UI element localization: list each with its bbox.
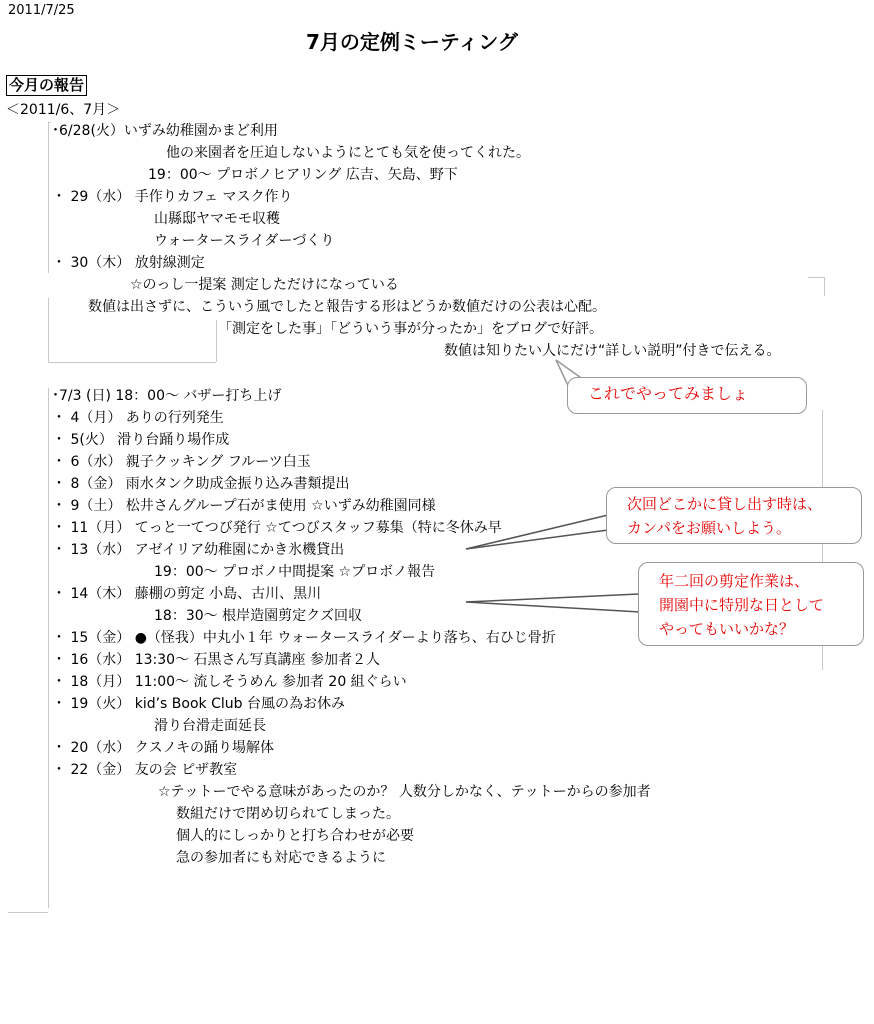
list-item: ・ 9（土） 松井さんグループ石がま使用 ☆いずみ幼稚園同様	[52, 498, 436, 514]
callout-text: カンパをお願いしよう。	[627, 519, 791, 537]
list-item: 数組だけで閉め切られてしまった。	[176, 806, 400, 822]
page-title: 7月の定例ミーティング	[306, 30, 518, 54]
list-item: ・ 14（木） 藤棚の剪定 小島、古川、黒川	[52, 586, 322, 602]
section-heading: 今月の報告	[6, 75, 87, 96]
list-item: ・ 20（水） クスノキの踊り場解体	[52, 740, 275, 756]
list-item: ・ 4（月） ありの行列発生	[52, 410, 224, 426]
list-item: 19：00～ プロボノ中間提案 ☆プロボノ報告	[154, 564, 436, 580]
list-item: ・ 5(火） 滑り台踊り場作成	[52, 432, 230, 448]
list-item: ・ 15（金） ●（怪我）中丸小１年 ウォータースライダーより落ち、右ひじ骨折	[52, 630, 556, 646]
document-date: 2011/7/25	[8, 3, 75, 18]
callout-leader-prune	[466, 594, 640, 602]
list-item: 急の参加者にも対応できるように	[176, 850, 386, 866]
callout-text: 開園中に特別な日として	[659, 596, 825, 614]
list-item: ・ 8（金） 雨水タンク助成金振り込み書類提出	[52, 476, 350, 492]
list-item: ・ 16（水） 13:30～ 石黒さん写真講座 参加者２人	[52, 652, 380, 668]
list-item: 19：00～ プロボノヒアリング 広吉、矢島、野下	[148, 167, 458, 183]
report-period: ＜2011/6、7月＞	[6, 102, 121, 118]
list-item: ・ 29（水） 手作りカフェ マスク作り	[52, 189, 293, 205]
callout-leader-lend	[466, 530, 608, 549]
list-item: ウォータースライダーづくり	[154, 233, 335, 249]
list-item: 数値は知りたい人にだけ“詳しい説明”付きで伝える。	[444, 343, 781, 359]
list-item: ･6/28(火）いずみ幼稚園かまど利用	[52, 123, 278, 139]
callout-leader-lend	[466, 515, 608, 549]
list-item: ･7/3 (日) 18：00～ バザー打ち上げ	[52, 388, 282, 404]
list-item: 滑り台滑走面延長	[154, 718, 266, 734]
list-item: ・ 6（水） 親子クッキング フルーツ白玉	[52, 454, 311, 470]
callout-text: これでやってみましょ	[588, 384, 749, 403]
callout-lend-out	[606, 487, 862, 544]
list-item: ・ 18（月） 11:00～ 流しそうめん 参加者 20 組ぐらい	[52, 674, 407, 690]
list-item: 18：30～ 根岸造園剪定クズ回収	[154, 608, 362, 624]
list-item: ☆のっし一提案 測定しただけになっている	[130, 277, 399, 293]
list-item: ☆テットーでやる意味があったのか？ 人数分しかなく、テットーからの参加者	[158, 784, 651, 800]
list-item: ・ 11（月） てっと一てつび発行 ☆てつびスタッフ募集（特に冬休み早	[52, 520, 502, 536]
callout-text: 次回どこかに貸し出す時は、	[627, 495, 823, 513]
list-item: 「測定をした事」「どういう事が分ったか」をブログで好評。	[218, 321, 603, 337]
list-item: ・ 22（金） 友の会 ピザ教室	[52, 762, 238, 778]
list-item: 山縣邸ヤマモモ収穫	[154, 211, 280, 227]
callout-try-it	[567, 377, 807, 414]
list-item: ・ 13（水） アゼイリア幼稚園にかき氷機貸出	[52, 542, 345, 558]
callout-text: 年二回の剪定作業は、	[659, 572, 810, 590]
list-item: 数値は出さずに、こういう風でしたと報告する形はどうか数値だけの公表は心配。	[88, 299, 606, 315]
callout-pruning	[638, 562, 864, 646]
list-item: ・ 30（木） 放射線測定	[52, 255, 205, 271]
list-item: 個人的にしっかりと打ち合わせが必要	[176, 828, 414, 844]
list-item: 他の来園者を圧迫しないようにとても気を使ってくれた。	[166, 145, 530, 161]
callout-leader-prune	[466, 602, 640, 612]
callout-text: やってもいいかな？	[659, 620, 795, 638]
list-item: ・ 19（火） kid’s Book Club 台風の為お休み	[52, 696, 345, 712]
